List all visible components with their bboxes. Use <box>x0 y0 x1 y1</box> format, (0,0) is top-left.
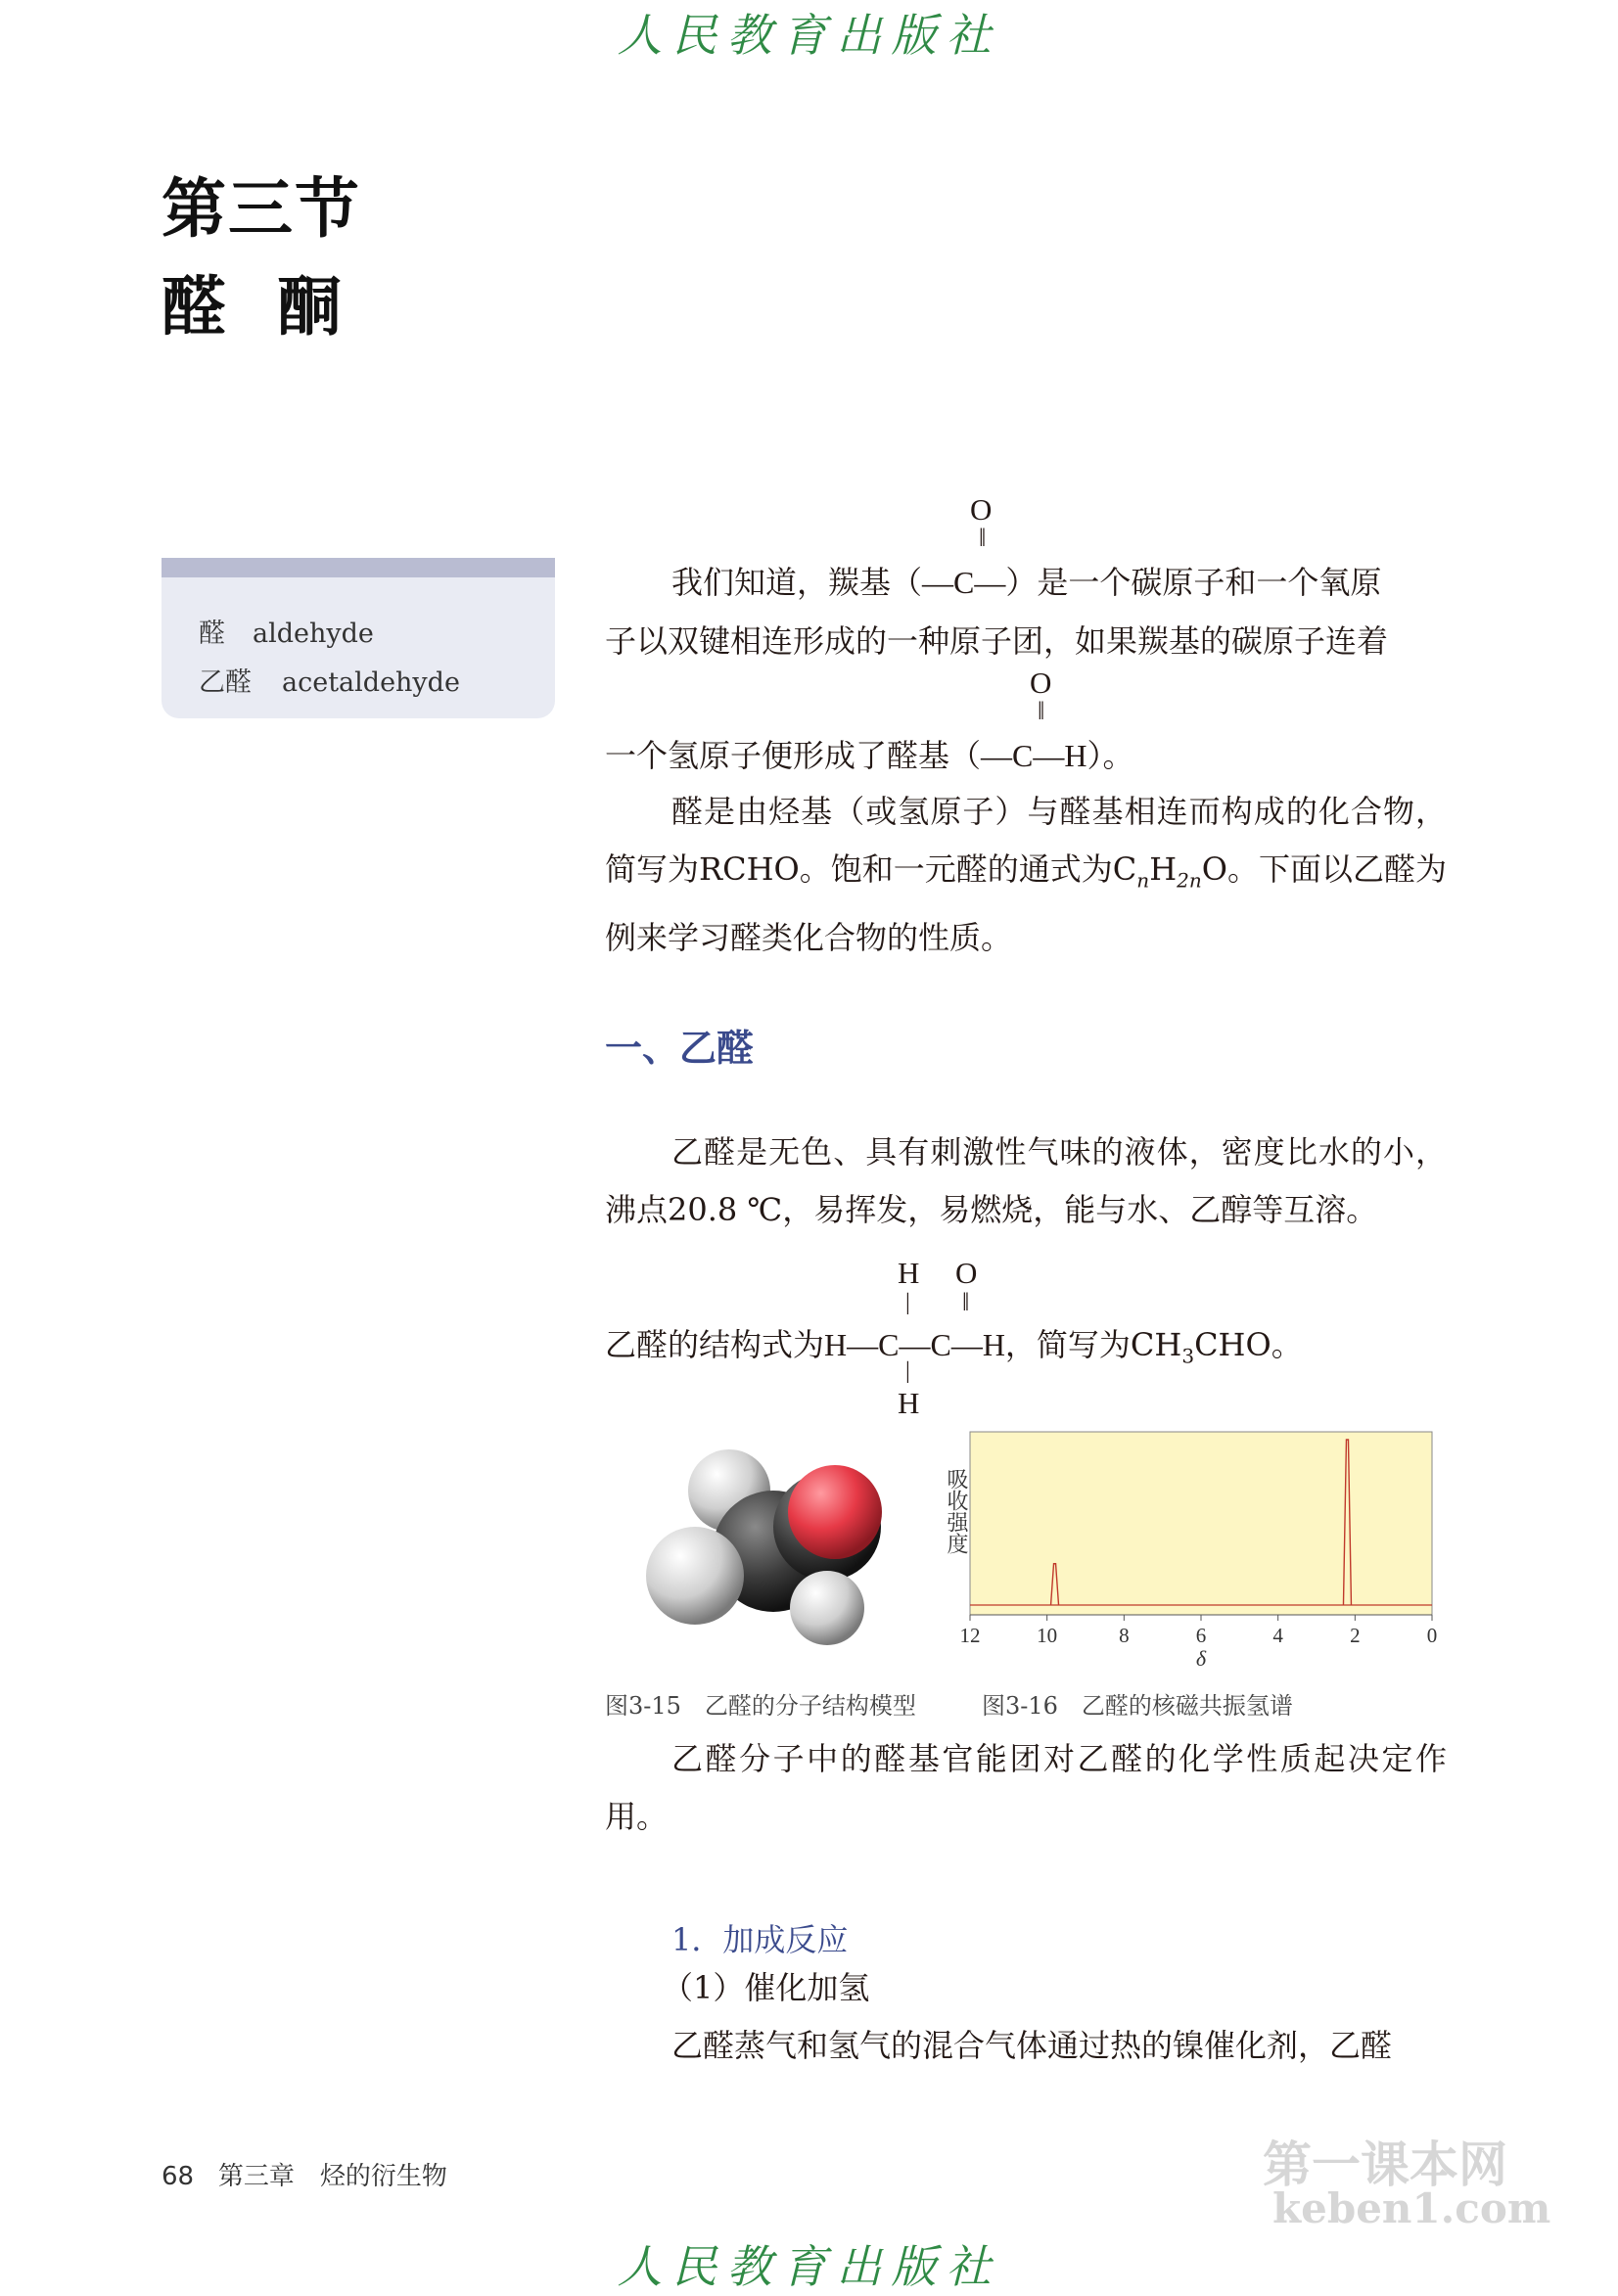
chart-x-tick-label: 12 <box>959 1624 981 1647</box>
intro-line-3: 一个氢原子便形成了醛基（—C—H）。 <box>605 737 1134 774</box>
aldehyde-formula: —C—H <box>981 738 1087 773</box>
carbonyl-double-bond: ‖ <box>979 524 987 552</box>
chart-x-tick-label: 6 <box>1195 1624 1207 1647</box>
struct-bottom-H: H <box>898 1386 920 1420</box>
chart-x-tick-label: 2 <box>1350 1624 1361 1647</box>
publisher-header: 人民教育出版社 <box>617 9 1001 62</box>
section-title: 醛 酮 <box>162 269 344 344</box>
struct-main: H—C—C—H <box>824 1327 1005 1362</box>
struct-top-O: O <box>955 1256 978 1290</box>
vocab-item: 乙醛 acetaldehyde <box>199 667 460 698</box>
watermark-url: keben1.com <box>1272 2184 1551 2232</box>
chart-x-tick-label: 0 <box>1426 1624 1438 1647</box>
nmr-chart <box>959 1429 1438 1674</box>
intro-paragraph-2: 醛是由烃基（或氢原子）与醛基相连而构成的化合物，简写为RCHO。饱和一元醛的通式为$C_nH_{2n}O$。下面以乙醛为例来学习醛类化合物的性质。 <box>605 793 1447 957</box>
struct-top-H: H <box>898 1256 920 1290</box>
publisher-footer: 人民教育出版社 <box>617 2240 1001 2293</box>
chart-xlabel: δ <box>1195 1646 1207 1671</box>
chart-plot-area <box>970 1432 1432 1615</box>
heading-addition-reaction: 1．加成反应 <box>671 1921 849 1958</box>
vocab-item: 醛 aldehyde <box>199 619 374 649</box>
molecule-model-image <box>626 1434 910 1659</box>
watermark-text: 第一课本网 <box>1263 2136 1507 2193</box>
figure-caption-molecule: 图3-15 乙醛的分子结构模型 <box>605 1692 916 1720</box>
aldehyde-O: O <box>1030 666 1052 700</box>
chart-x-tick-label: 8 <box>1119 1624 1130 1647</box>
carbonyl-O: O <box>970 492 993 527</box>
figure-caption-nmr: 图3-16 乙醛的核磁共振氢谱 <box>982 1692 1293 1720</box>
intro-line-1: 我们知道，羰基（—C—）是一个碳原子和一个氧原 <box>671 564 1382 601</box>
intro-line-2: 子以双键相连形成的一种原子团，如果羰基的碳原子连着 <box>605 622 1389 660</box>
struct-bond-up: | <box>905 1290 910 1315</box>
struct-bond-down: | <box>905 1358 910 1384</box>
page-footer <box>162 2156 447 2192</box>
chart-x-tick-label: 4 <box>1272 1624 1283 1647</box>
aldehyde-double-bond: ‖ <box>1038 697 1045 725</box>
acetaldehyde-paragraph: 乙醛是无色、具有刺激性气味的液体，密度比水的小，沸点20.8 ℃，易挥发，易燃烧，能与水、乙醇等互溶。 <box>605 1133 1447 1228</box>
vocabulary-box <box>162 558 555 718</box>
subheading-hydrogenation: （1）催化加氢 <box>662 1969 870 2006</box>
structural-formula-line: 乙醛的结构式为H—C—C—H，简写为$CH_3CHO$。 <box>605 1326 1303 1368</box>
carbonyl-formula: —C— <box>922 565 1006 600</box>
vocabulary-box-bar <box>162 558 555 577</box>
chart-ylabel: 吸收强度 <box>944 1468 968 1554</box>
functional-group-paragraph: 乙醛分子中的醛基官能团对乙醛的化学性质起决定作用。 <box>605 1740 1447 1835</box>
heading-acetaldehyde: 一、乙醛 <box>605 1027 755 1070</box>
chart-x-tick-label: 10 <box>1037 1624 1058 1647</box>
hydrogenation-paragraph: 乙醛蒸气和氢气的混合气体通过热的镍催化剂，乙醛 <box>671 2027 1393 2064</box>
section-number: 第三节 <box>162 171 361 247</box>
chapter-name: 第三章 烃的衍生物 <box>217 2162 447 2191</box>
page-number: 68 <box>162 2162 195 2191</box>
struct-double-bond: ‖ <box>962 1288 970 1316</box>
